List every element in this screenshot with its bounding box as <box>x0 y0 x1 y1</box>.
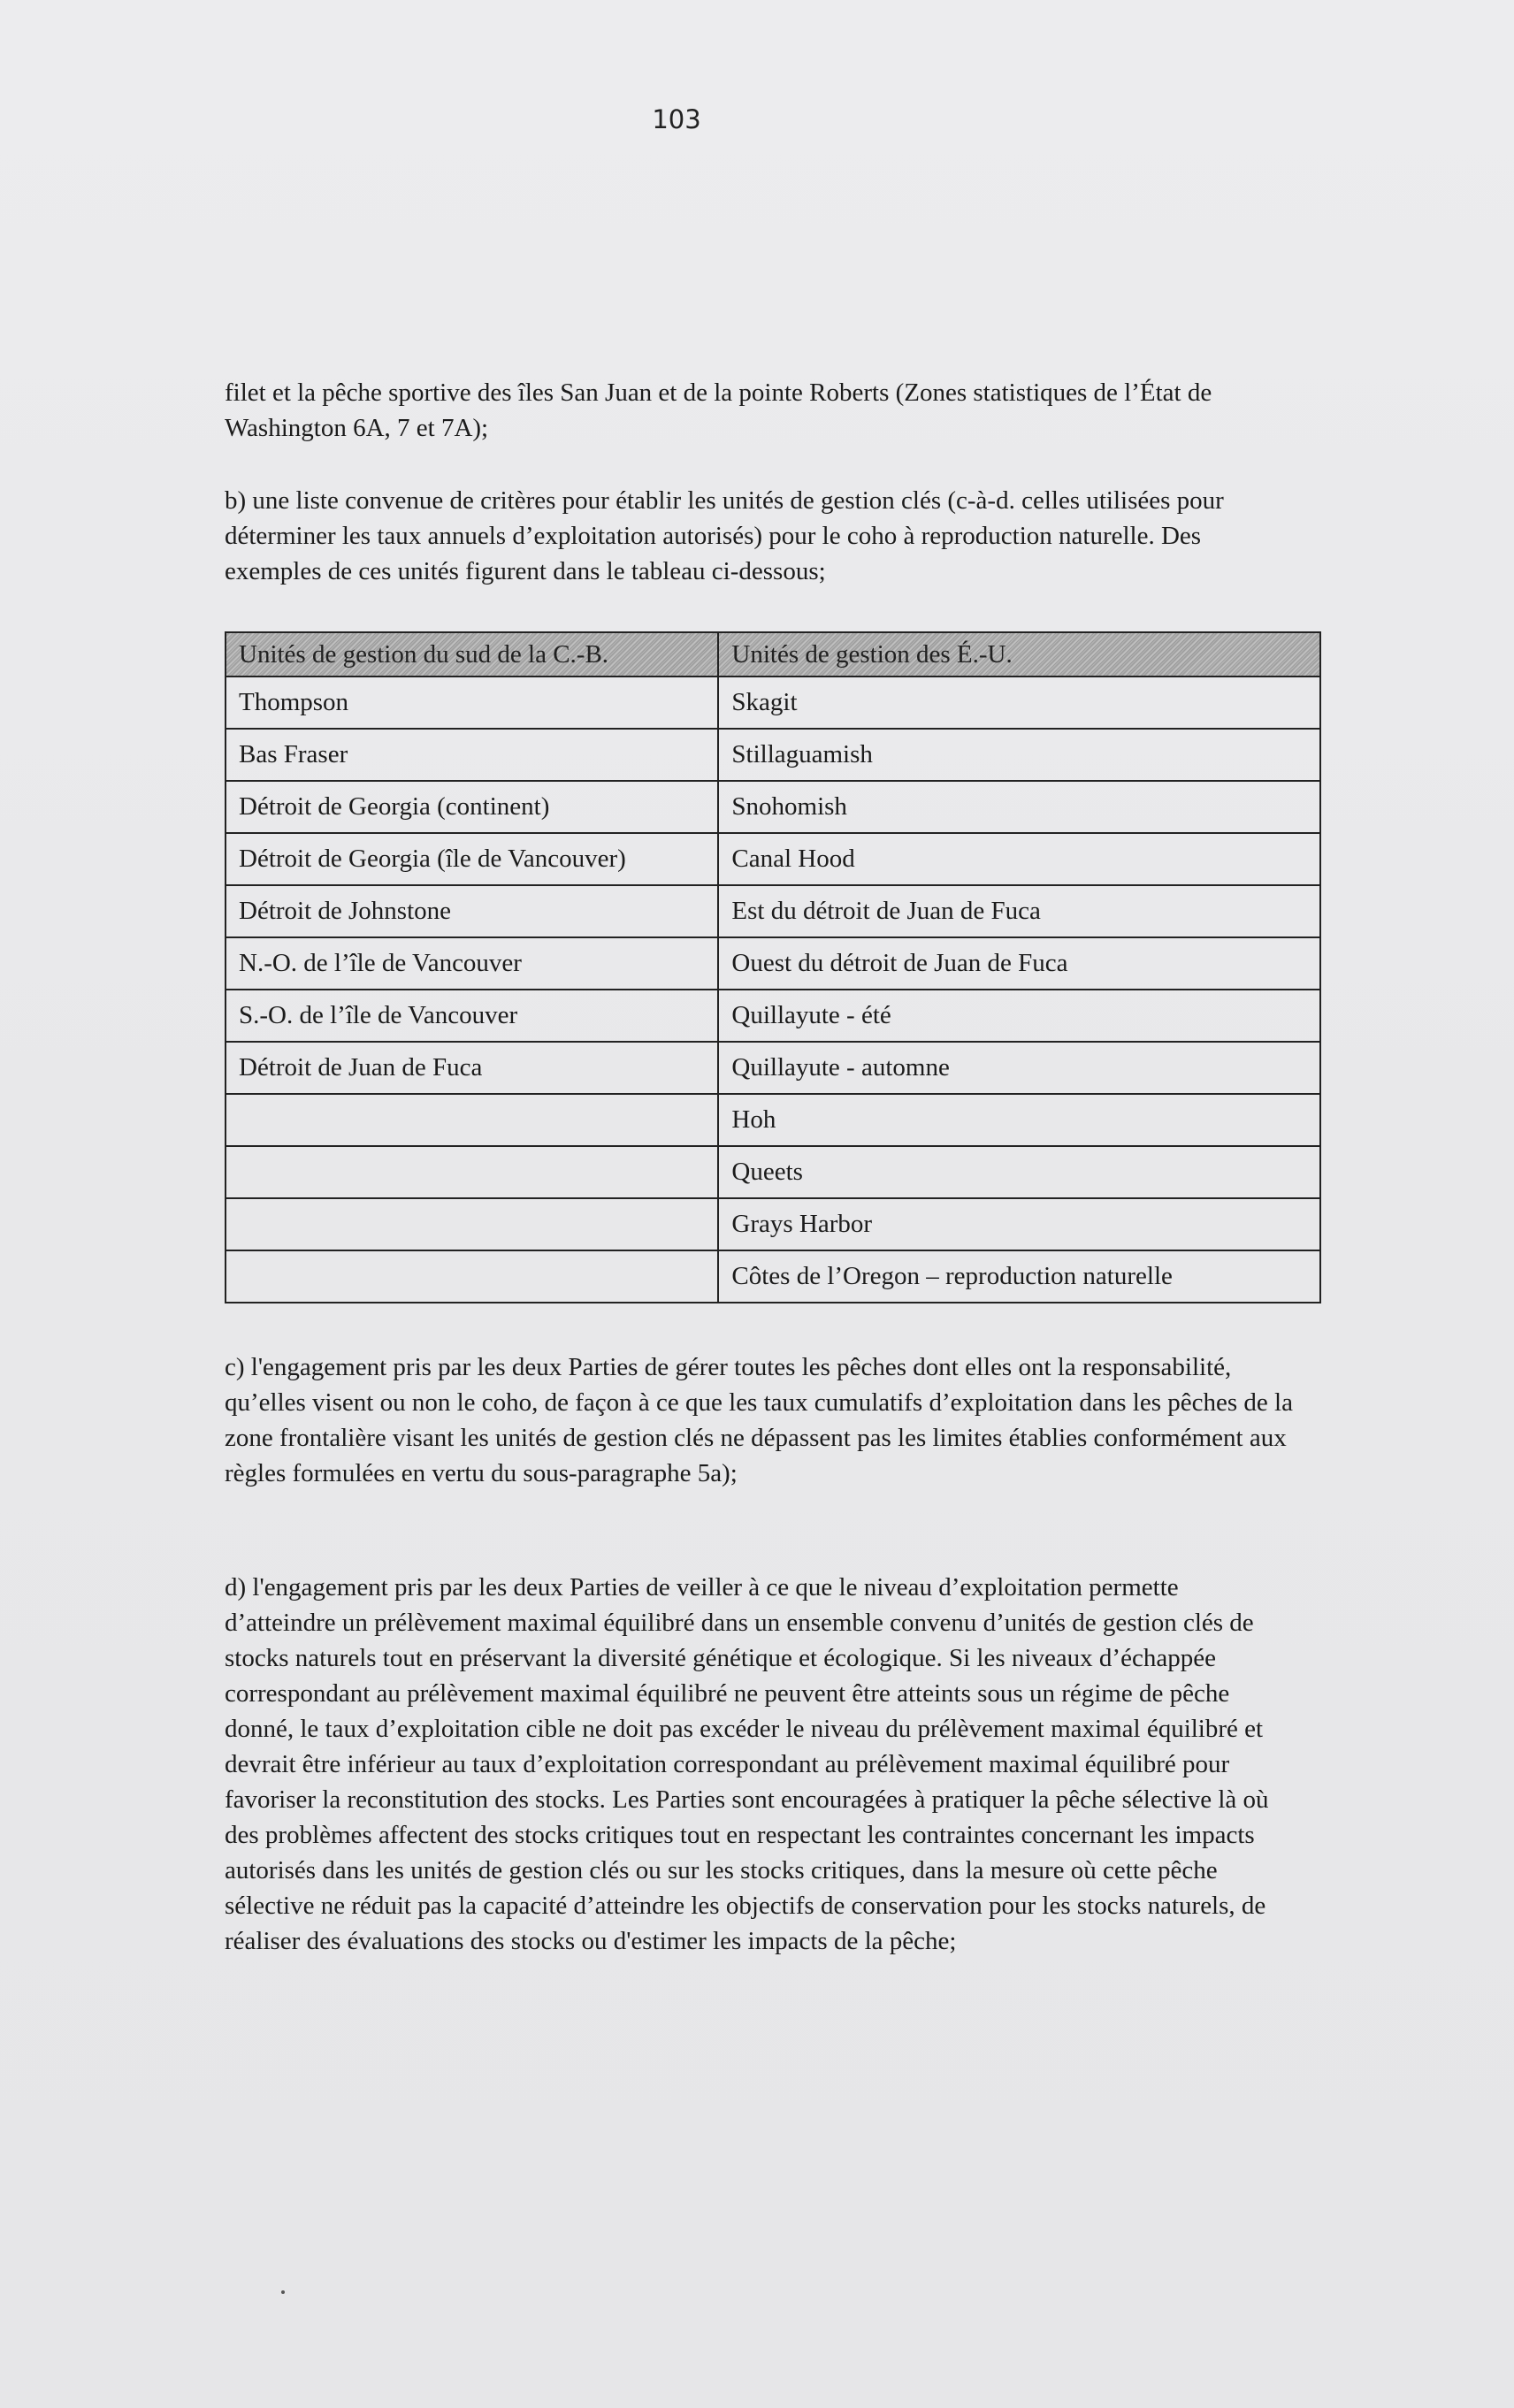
us-unit-cell: Quillayute - automne <box>718 1042 1320 1094</box>
paragraph-b <box>225 483 1295 589</box>
bc-unit-cell: Détroit de Juan de Fuca <box>226 1042 718 1094</box>
bc-unit-cell: S.-O. de l’île de Vancouver <box>226 990 718 1042</box>
table-row <box>226 1094 1320 1146</box>
us-unit-cell: Snohomish <box>718 781 1320 833</box>
bc-unit-cell <box>226 1146 718 1198</box>
management-units-table <box>225 631 1321 1303</box>
us-unit-cell: Stillaguamish <box>718 729 1320 781</box>
paragraph-c <box>225 1349 1295 1491</box>
header-bc-units: Unités de gestion du sud de la C.-B. <box>226 632 718 677</box>
us-unit-cell: Canal Hood <box>718 833 1320 885</box>
bc-unit-cell: Thompson <box>226 677 718 729</box>
table-row <box>226 677 1320 729</box>
us-unit-cell: Hoh <box>718 1094 1320 1146</box>
header-us-units: Unités de gestion des É.-U. <box>718 632 1320 677</box>
us-unit-cell: Est du détroit de Juan de Fuca <box>718 885 1320 937</box>
us-unit-cell: Skagit <box>718 677 1320 729</box>
paragraph-d <box>225 1570 1295 1959</box>
bc-unit-cell <box>226 1094 718 1146</box>
bc-unit-cell <box>226 1250 718 1303</box>
page-number: 103 <box>652 104 701 134</box>
table-row <box>226 1250 1320 1303</box>
table-row <box>226 1198 1320 1250</box>
paragraph-d-text: d) l'engagement pris par les deux Parties de veiller à ce que le niveau d’exploitation permette d’atteindre un prélèvement maximal équilibré dans un ensemble convenu d’unités de gestion clés de stocks naturels tout en préservant la diversité génétique et écologique. Si les niveaux d’échappée correspondant au prélèvement maximal équilibré ne peuvent être atteints sous un régime de pêche donné, le taux d’exploitation cible ne doit pas excéder le niveau du prélèvement maximal équilibré et devrait être inférieur au taux d’exploitation correspondant au prélèvement maximal équilibré pour favoriser la reconstitution des stocks. Les Parties sont encouragées à pratiquer la pêche sélective là où des problèmes affectent des stocks critiques tout en respectant les contraintes concernant les impacts autorisés dans les unités de gestion clés ou sur les stocks critiques, dans la mesure où cette pêche sélective ne réduit pas la capacité d’atteindre les objectifs de conservation pour les stocks naturels, de réaliser des évaluations des stocks ou d'estimer les impacts de la pêche; <box>225 1573 1269 1955</box>
table-row <box>226 990 1320 1042</box>
us-unit-cell: Côtes de l’Oregon – reproduction naturelle <box>718 1250 1320 1303</box>
table-row <box>226 729 1320 781</box>
bc-unit-cell <box>226 1198 718 1250</box>
table-row <box>226 937 1320 990</box>
paragraph-b-text: b) une liste convenue de critères pour établir les unités de gestion clés (c-à-d. celles utilisées pour déterminer les taux annuels d’exploitation autorisés) pour le coho à reproduction naturelle. Des exemples de ces unités figurent dans le tableau ci-dessous; <box>225 486 1224 585</box>
table-row <box>226 1042 1320 1094</box>
table-row <box>226 885 1320 937</box>
table-row <box>226 781 1320 833</box>
us-unit-cell: Quillayute - été <box>718 990 1320 1042</box>
paragraph-a-text: filet et la pêche sportive des îles San Juan et de la pointe Roberts (Zones statistiques de l’État de Washington 6A, 7 et 7A); <box>225 378 1212 442</box>
paragraph-a-continuation <box>225 375 1295 446</box>
us-unit-cell: Queets <box>718 1146 1320 1198</box>
table-row <box>226 1146 1320 1198</box>
bc-unit-cell: N.-O. de l’île de Vancouver <box>226 937 718 990</box>
bc-unit-cell: Bas Fraser <box>226 729 718 781</box>
stray-mark <box>281 2290 285 2294</box>
bc-unit-cell: Détroit de Georgia (île de Vancouver) <box>226 833 718 885</box>
us-unit-cell: Grays Harbor <box>718 1198 1320 1250</box>
table-header-row <box>226 632 1320 677</box>
table-row <box>226 833 1320 885</box>
paragraph-c-text: c) l'engagement pris par les deux Parties de gérer toutes les pêches dont elles ont la responsabilité, qu’elles visent ou non le coho, de façon à ce que les taux cumulatifs d’exploitation dans les pêches de la zone frontalière visant les unités de gestion clés ne dépassent pas les limites établies conformément aux règles formulées en vertu du sous-paragraphe 5a); <box>225 1353 1293 1487</box>
bc-unit-cell: Détroit de Johnstone <box>226 885 718 937</box>
bc-unit-cell: Détroit de Georgia (continent) <box>226 781 718 833</box>
us-unit-cell: Ouest du détroit de Juan de Fuca <box>718 937 1320 990</box>
